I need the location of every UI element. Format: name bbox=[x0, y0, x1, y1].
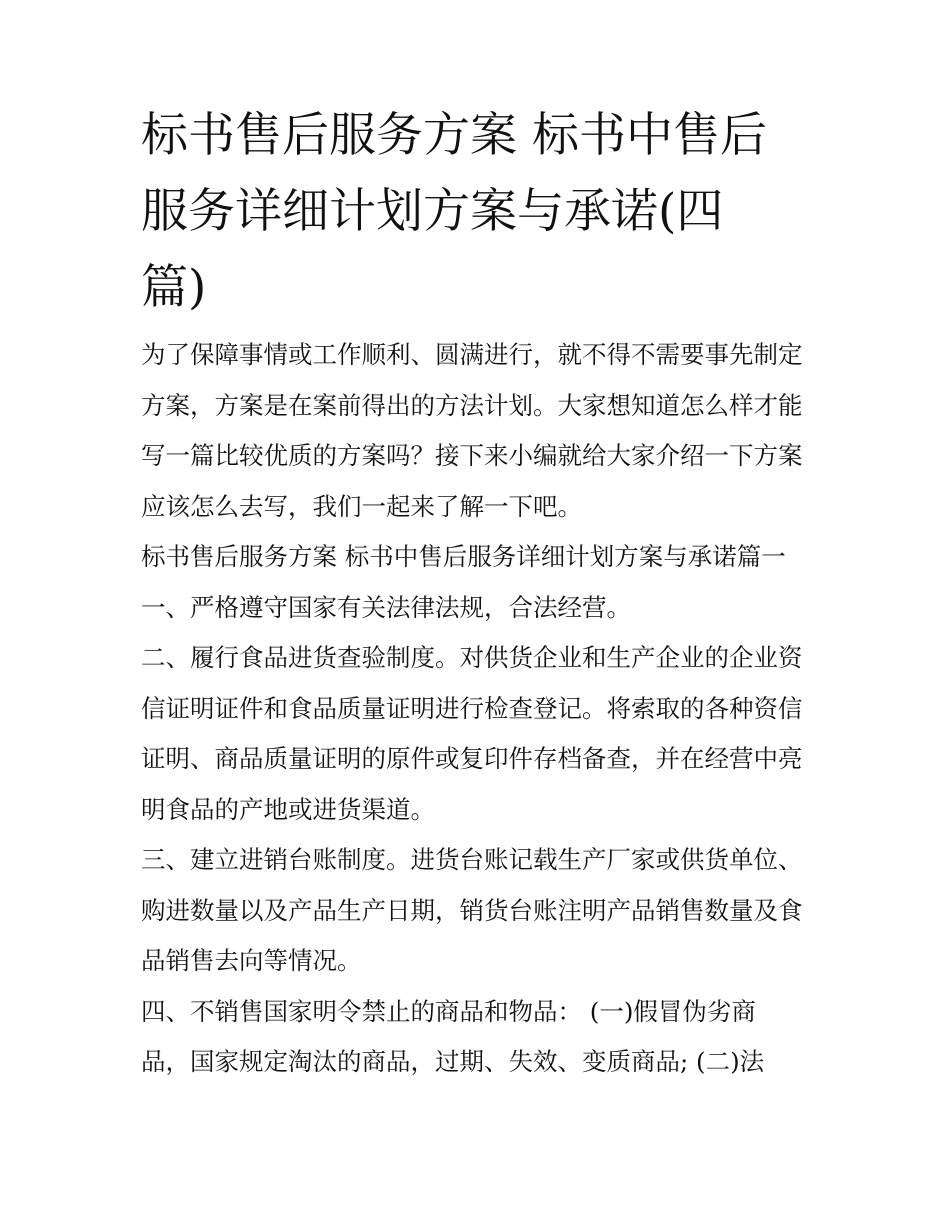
title-line: 标书售后服务方案 标书中售后 bbox=[141, 108, 767, 163]
title-line: 服务详细计划方案与承诺(四 bbox=[141, 184, 724, 239]
clause-line: 三、建立进销台账制度。进货台账记载生产厂家或供货单位、 bbox=[141, 845, 803, 874]
clause-line: 二、履行食品进货查验制度。对供货企业和生产企业的企业资 bbox=[141, 643, 803, 672]
clause-line: 明食品的产地或进货渠道。 bbox=[141, 794, 435, 824]
intro-line: 写一篇比较优质的方案吗？接下来小编就给大家介绍一下方案 bbox=[141, 441, 803, 470]
clause-line: 四、不销售国家明令禁止的商品和物品： (一)假冒伪劣商 bbox=[141, 996, 756, 1026]
document-body bbox=[141, 340, 816, 1076]
clause-line: 信证明证件和食品质量证明进行检查登记。将索取的各种资信 bbox=[141, 693, 803, 723]
intro-line: 应该怎么去写，我们一起来了解一下吧。 bbox=[141, 491, 582, 521]
intro-line: 方案，方案是在案前得出的方法计划。大家想知道怎么样才能 bbox=[141, 390, 803, 420]
document-page bbox=[141, 108, 816, 1076]
clause-line: 证明、商品质量证明的原件或复印件存档备查，并在经营中亮 bbox=[141, 744, 803, 773]
clause-line: 品，国家规定淘汰的商品，过期、失效、变质商品; (二)法 bbox=[141, 1047, 765, 1076]
section-heading: 标书售后服务方案 标书中售后服务详细计划方案与承诺篇一 bbox=[141, 542, 786, 571]
intro-line: 为了保障事情或工作顺利、圆满进行，就不得不需要事先制定 bbox=[141, 340, 803, 369]
clause-line: 一、严格遵守国家有关法律法规，合法经营。 bbox=[141, 592, 631, 622]
clause-line: 品销售去向等情况。 bbox=[141, 946, 362, 975]
document-title bbox=[141, 108, 816, 315]
clause-line: 购进数量以及产品生产日期，销货台账注明产品销售数量及食 bbox=[141, 895, 803, 925]
title-line: 篇) bbox=[141, 260, 207, 315]
